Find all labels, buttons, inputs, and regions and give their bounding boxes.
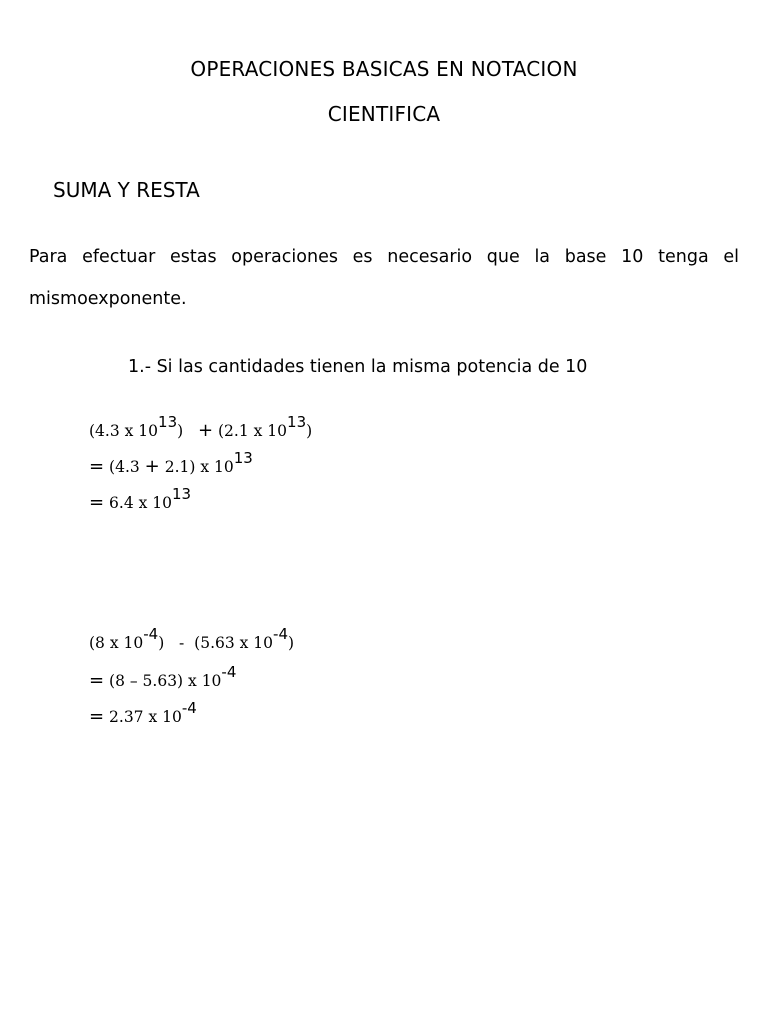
exponent: -4 — [273, 624, 289, 643]
term: ) — [177, 422, 184, 440]
exponent: 13 — [287, 412, 307, 431]
term: 6.4 x 10 — [109, 494, 172, 512]
example-subtraction — [89, 624, 295, 742]
exponent: -4 — [221, 662, 237, 681]
equals-sign: = — [89, 456, 105, 477]
subheading: 1.- Si las cantidades tienen la misma potencia de 10 — [128, 357, 588, 377]
example-addition — [89, 412, 313, 528]
equation-line — [89, 698, 294, 742]
exponent: -4 — [181, 698, 197, 717]
exponent: 13 — [158, 412, 178, 431]
equals-sign: = — [89, 492, 105, 513]
plus-operator: + — [197, 420, 214, 441]
term: (4.3 — [109, 458, 140, 476]
term: (5.63 x 10 — [194, 634, 274, 652]
plus-operator: + — [144, 456, 160, 477]
equation-line — [89, 448, 312, 492]
equation-line — [89, 412, 313, 456]
term: ) — [158, 634, 165, 652]
term: (4.3 x 10 — [89, 422, 159, 440]
term: (8 x 10 — [89, 634, 144, 652]
equation-line — [89, 624, 295, 670]
page-title-line2: CIENTIFICA — [327, 102, 441, 126]
exponent: 13 — [172, 484, 192, 503]
equals-sign: = — [89, 670, 105, 691]
minus-operator: - — [179, 634, 185, 652]
page-title-line1: OPERACIONES BASICAS EN NOTACION — [190, 57, 578, 81]
term: ) — [288, 634, 295, 652]
exponent: 13 — [233, 448, 253, 467]
term: (8 – 5.63) x 10 — [109, 672, 222, 690]
section-heading: SUMA Y RESTA — [53, 178, 200, 202]
term: (2.1 x 10 — [218, 422, 288, 440]
equation-line — [89, 484, 312, 528]
term: 2.37 x 10 — [109, 708, 182, 726]
equals-sign: = — [89, 706, 105, 727]
exponent: -4 — [143, 624, 159, 643]
term: ) — [306, 422, 313, 440]
term: 2.1) x 10 — [164, 458, 234, 476]
intro-paragraph: Para efectuar estas operaciones es necesario que la base 10 tenga el mismoexponente. — [29, 247, 739, 309]
